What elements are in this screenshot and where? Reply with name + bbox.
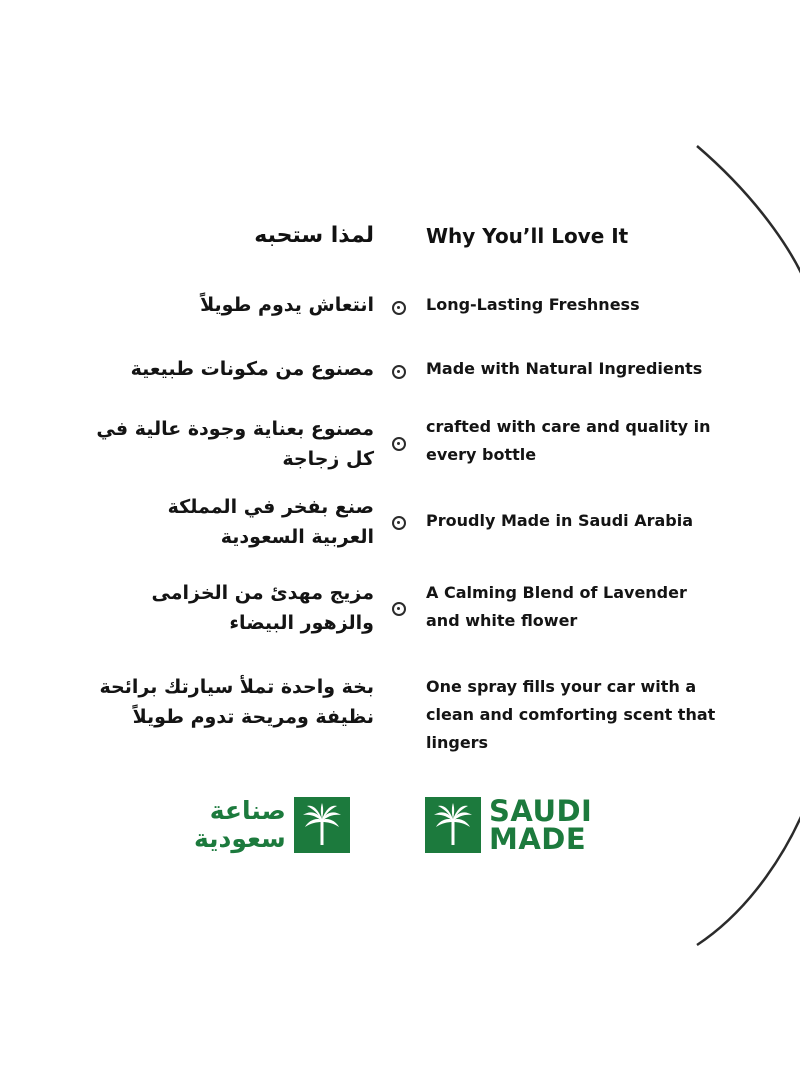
- palm-tree-icon: [294, 797, 350, 853]
- palm-tree-icon: [425, 797, 481, 853]
- feature-english: crafted with care and quality in every bottle: [426, 417, 711, 464]
- heading-english: Why You’ll Love It: [426, 224, 629, 248]
- feature-english: Long-Lasting Freshness: [426, 295, 640, 314]
- feature-english: Proudly Made in Saudi Arabia: [426, 511, 693, 530]
- feature-arabic: مصنوع من مكونات طبيعية: [130, 358, 374, 380]
- bullet-icon: [392, 301, 406, 315]
- closing-english: One spray fills your car with a clean and comforting scent that lingers: [426, 677, 716, 752]
- saudi-made-logo-arabic: [194, 797, 350, 853]
- heading-arabic: لمذا ستحبه: [254, 223, 374, 248]
- bullet-icon: [392, 365, 406, 379]
- closing-arabic: بخة واحدة تملأ سيارتك برائحة نظيفة ومريحة تدوم طويلاً: [99, 676, 374, 728]
- logo-text-arabic: صناعة سعودية: [194, 796, 286, 853]
- feature-arabic: مزيج مهدئ من الخزامى والزهور البيضاء: [151, 582, 374, 634]
- feature-arabic: انتعاش يدوم طويلاً: [200, 294, 374, 316]
- feature-english: Made with Natural Ingredients: [426, 359, 703, 378]
- saudi-made-logo-english: [425, 794, 593, 856]
- feature-english: A Calming Blend of Lavender and white flower: [426, 583, 687, 630]
- logo-text-english: SAUDI MADE: [489, 794, 593, 856]
- bullet-icon: [392, 516, 406, 530]
- bullet-icon: [392, 602, 406, 616]
- bullet-icon: [392, 437, 406, 451]
- feature-arabic: صنع بفخر في المملكة العربية السعودية: [167, 496, 374, 548]
- feature-arabic: مصنوع بعناية وجودة عالية في كل زجاجة: [96, 418, 374, 470]
